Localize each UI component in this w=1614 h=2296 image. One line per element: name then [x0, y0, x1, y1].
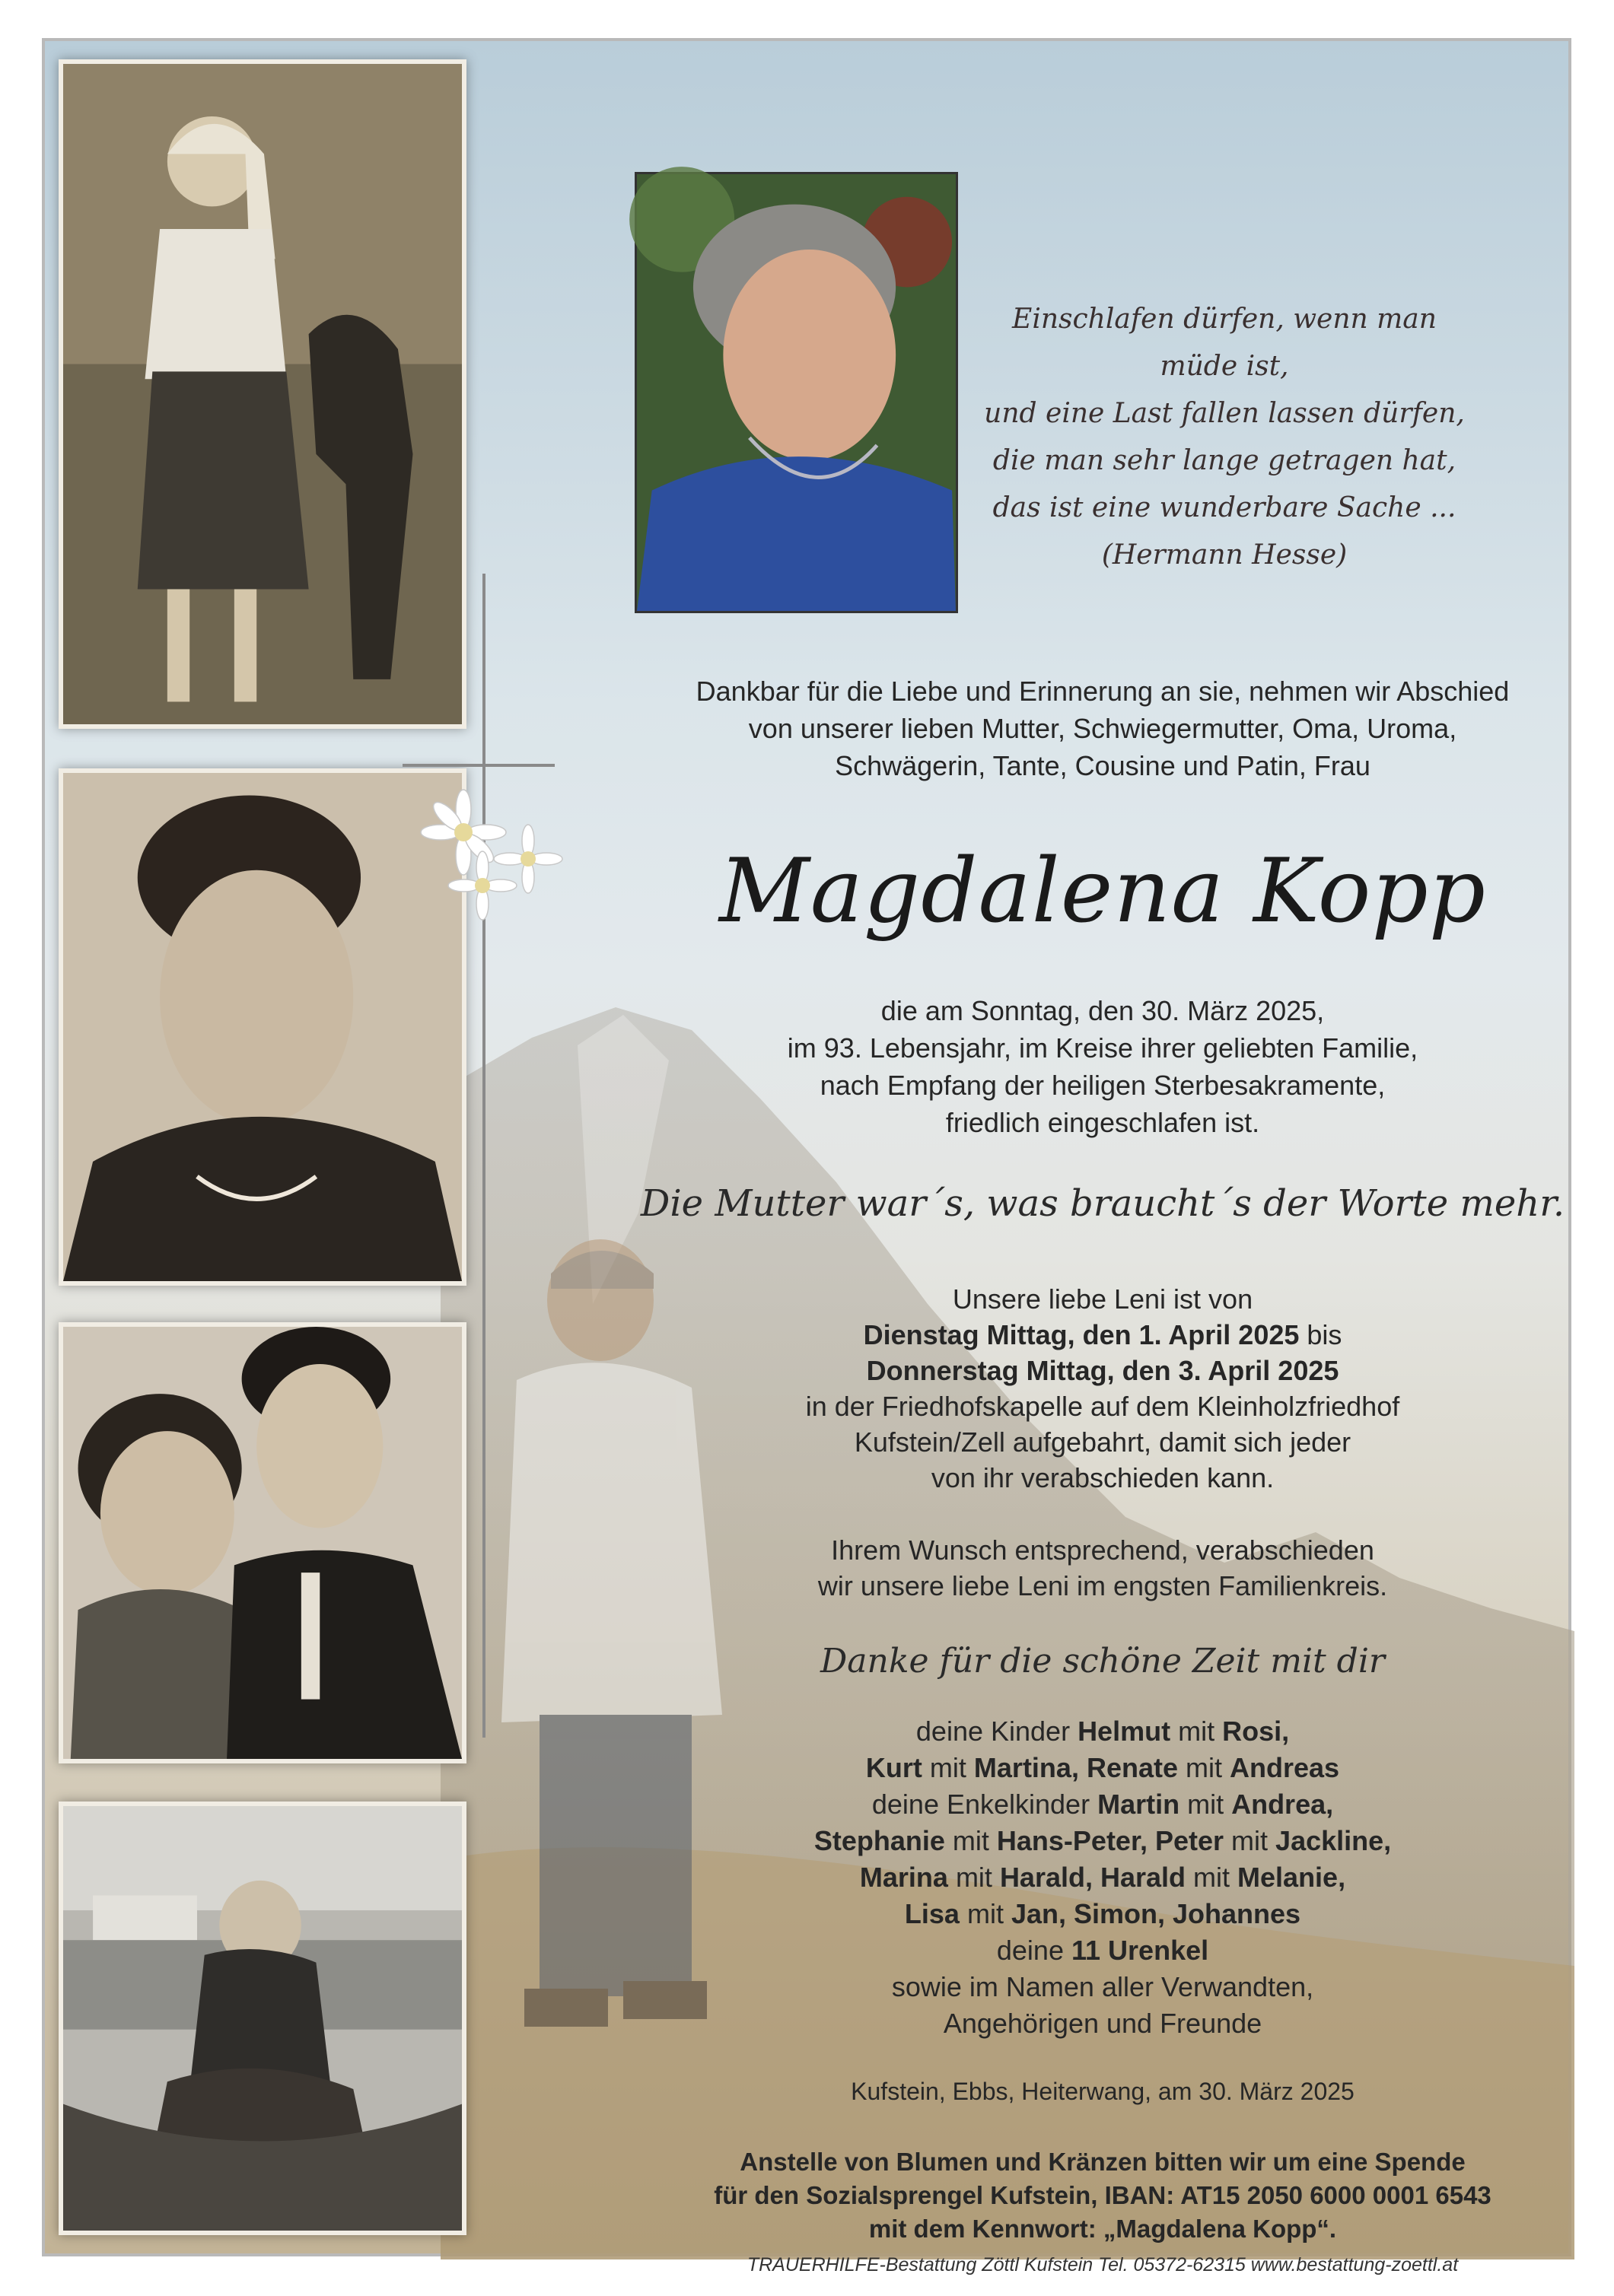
- death-notice-line: im 93. Lebensjahr, im Kreise ihrer geliebten Familie,: [787, 1032, 1418, 1064]
- farewell-info: [608, 1532, 1597, 1604]
- motto: Die Mutter war´s, was braucht´s der Worte mehr.: [640, 1182, 1565, 1225]
- cross-vertical: [482, 574, 485, 1738]
- boat-photo: [59, 1802, 466, 2235]
- viewing-line: von ihr verabschieden kann.: [931, 1462, 1275, 1493]
- family-line: deine Enkelkinder Martin mit Andrea,: [871, 1789, 1334, 1820]
- death-notice-line: die am Sonntag, den 30. März 2025,: [880, 995, 1325, 1026]
- cross-horizontal: [403, 764, 555, 767]
- family-line: Lisa mit Jan, Simon, Johannes: [904, 1898, 1301, 1929]
- thanks-heading: Danke für die schöne Zeit mit dir: [820, 1642, 1385, 1681]
- quote-line: Einschlafen dürfen, wenn man müde ist,: [1012, 304, 1437, 382]
- death-notice-line: nach Empfang der heiligen Sterbesakramente,: [820, 1070, 1386, 1101]
- death-notice-line: friedlich eingeschlafen ist.: [945, 1107, 1260, 1138]
- deceased-name: Magdalena Kopp: [719, 840, 1486, 943]
- death-notice: [608, 992, 1597, 1141]
- quote-line: die man sehr lange getragen hat,: [992, 445, 1456, 476]
- obituary-card: [42, 38, 1571, 2275]
- edelweiss-flowers-icon: [410, 787, 585, 931]
- intro-text: [608, 673, 1597, 784]
- intro-line: Schwägerin, Tante, Cousine und Patin, Frau: [835, 750, 1370, 781]
- family-line: Angehörigen und Freunde: [943, 2008, 1262, 2039]
- viewing-info: [608, 1281, 1597, 1496]
- place-date: Kufstein, Ebbs, Heiterwang, am 30. März 2025: [851, 2078, 1355, 2105]
- donation-line: Anstelle von Blumen und Kränzen bitten wir um eine Spende: [740, 2148, 1466, 2176]
- main-portrait-photo: [635, 172, 958, 613]
- hesse-quote: [981, 296, 1468, 579]
- family-line: deine Kinder Helmut mit Rosi,: [915, 1716, 1290, 1747]
- farewell-line: wir unsere liebe Leni im engsten Familienkreis.: [817, 1570, 1388, 1601]
- family-list: [608, 1713, 1597, 2042]
- viewing-line: [608, 1353, 1597, 1388]
- donation-line: mit dem Kennwort: „Magdalena Kopp“.: [868, 2215, 1337, 2243]
- undertaker-footer: TRAUERHILFE-Bestattung Zöttl Kufstein Tel. 05372-62315 www.bestattung-zoettl.at: [747, 2254, 1459, 2275]
- viewing-start-date: Dienstag Mittag, den 1. April 2025: [863, 1319, 1300, 1350]
- quote-line: das ist eine wunderbare Sache ...: [992, 492, 1456, 523]
- family-line: sowie im Namen aller Verwandten,: [891, 1971, 1314, 2002]
- viewing-line: Dienstag Mittag, den 1. April 2025 bis: [863, 1319, 1342, 1350]
- farewell-line: Ihrem Wunsch entsprechend, verabschieden: [831, 1534, 1374, 1566]
- childhood-photo: [59, 59, 466, 729]
- family-line: Kurt mit Martina, Renate mit Andreas: [865, 1752, 1340, 1783]
- intro-line: Dankbar für die Liebe und Erinnerung an sie, nehmen wir Abschied: [696, 676, 1510, 707]
- young-woman-portrait-photo: [59, 768, 466, 1286]
- couple-photo: [59, 1322, 466, 1763]
- family-line: Marina mit Harald, Harald mit Melanie,: [859, 1862, 1346, 1893]
- intro-line: von unserer lieben Mutter, Schwiegermutter, Oma, Uroma,: [748, 713, 1457, 744]
- family-line: Stephanie mit Hans-Peter, Peter mit Jackline,: [813, 1825, 1392, 1856]
- quote-author: (Hermann Hesse): [1101, 539, 1348, 571]
- viewing-end-date: Donnerstag Mittag, den 3. April 2025: [866, 1355, 1339, 1386]
- donation-line: für den Sozialsprengel Kufstein, IBAN: AT15 2050 6000 0001 6543: [714, 2181, 1491, 2209]
- donation-request: [608, 2145, 1597, 2246]
- quote-line: und eine Last fallen lassen dürfen,: [984, 398, 1465, 429]
- viewing-line: in der Friedhofskapelle auf dem Kleinholzfriedhof: [805, 1391, 1400, 1422]
- family-line: deine 11 Urenkel: [996, 1935, 1209, 1966]
- viewing-line: Kufstein/Zell aufgebahrt, damit sich jeder: [854, 1426, 1351, 1458]
- viewing-line: Unsere liebe Leni ist von: [952, 1283, 1253, 1315]
